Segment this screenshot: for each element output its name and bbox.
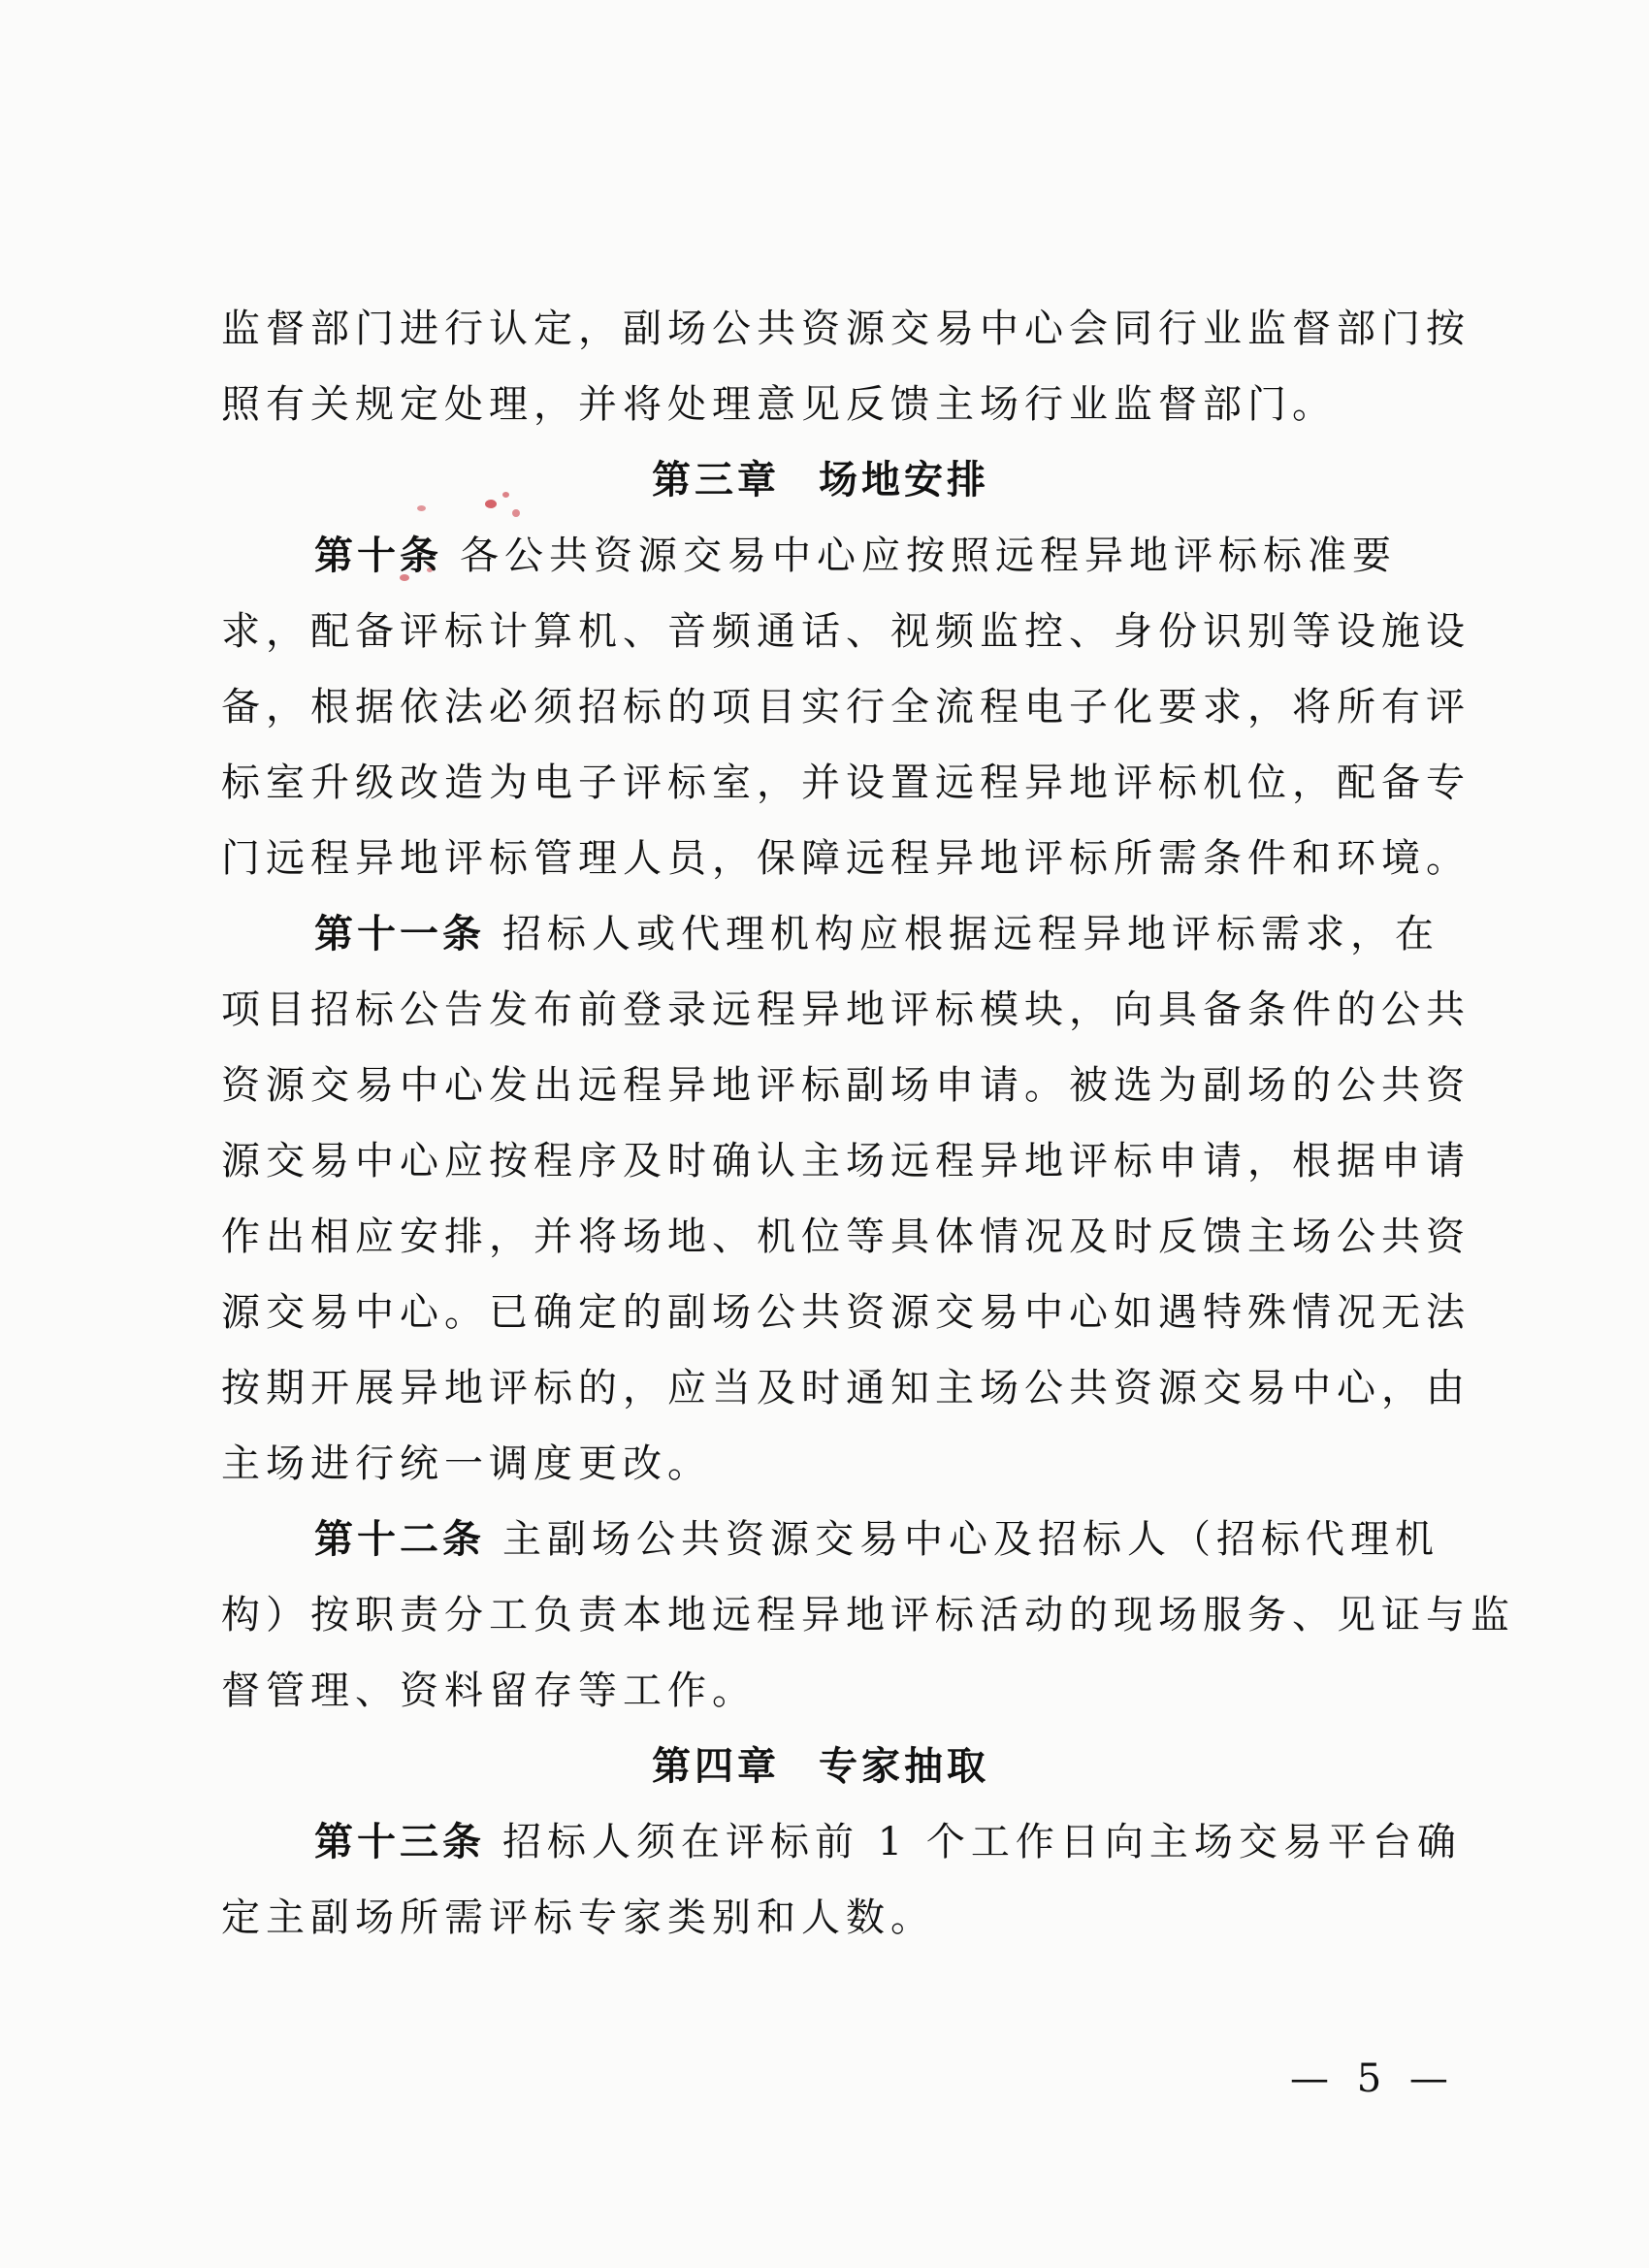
page-number: — 5 — <box>1290 2057 1456 2101</box>
body-line: 作出相应安排，并将场地、机位等具体情况及时反馈主场公共资 <box>221 1215 1471 1259</box>
chapter-number: 第三章 <box>652 458 780 502</box>
article-text: 招标人或代理机构应根据远程异地评标需求，在 <box>502 912 1439 956</box>
body-line: 构）按职责分工负责本地远程异地评标活动的现场服务、见证与监 <box>221 1593 1515 1637</box>
chapter-heading <box>221 442 1420 518</box>
article-first-line <box>221 896 1439 972</box>
article-first-line <box>221 1804 1462 1880</box>
document-body <box>221 291 1515 1956</box>
chapter-number: 第四章 <box>652 1744 780 1789</box>
article-text: 招标人须在评标前 1 个工作日向主场交易平台确 <box>502 1820 1462 1864</box>
article-heading: 第十三条 <box>314 1820 485 1864</box>
body-line: 按期开展异地评标的，应当及时通知主场公共资源交易中心，由 <box>221 1366 1471 1410</box>
body-line: 定主副场所需评标专家类别和人数。 <box>221 1895 935 1940</box>
body-line: 源交易中心。已确定的副场公共资源交易中心如遇特殊情况无法 <box>221 1290 1471 1335</box>
body-line: 备，根据依法必须招标的项目实行全流程电子化要求，将所有评 <box>221 685 1471 729</box>
article-text: 主副场公共资源交易中心及招标人（招标代理机 <box>502 1517 1439 1562</box>
chapter-title: 场地安排 <box>819 458 989 502</box>
body-line: 督管理、资料留存等工作。 <box>221 1669 757 1713</box>
body-line: 源交易中心应按程序及时确认主场远程异地评标申请，根据申请 <box>221 1139 1471 1183</box>
chapter-heading <box>221 1729 1420 1804</box>
body-line: 监督部门进行认定，副场公共资源交易中心会同行业监督部门按 <box>221 307 1471 351</box>
body-line: 主场进行统一调度更改。 <box>221 1442 712 1486</box>
article-heading: 第十二条 <box>314 1517 485 1562</box>
body-line: 资源交易中心发出远程异地评标副场申请。被选为副场的公共资 <box>221 1063 1471 1108</box>
chapter-title: 专家抽取 <box>819 1744 989 1789</box>
article-heading: 第十条 <box>314 534 442 578</box>
article-first-line <box>221 518 1420 594</box>
article-heading: 第十一条 <box>314 912 485 956</box>
body-line: 项目招标公告发布前登录远程异地评标模块，向具备条件的公共 <box>221 988 1471 1032</box>
article-first-line <box>221 1502 1439 1577</box>
body-line: 门远程异地评标管理人员，保障远程异地评标所需条件和环境。 <box>221 836 1471 881</box>
body-line: 求，配备评标计算机、音频通话、视频监控、身份识别等设施设 <box>221 609 1471 654</box>
body-line: 照有关规定处理，并将处理意见反馈主场行业监督部门。 <box>221 382 1337 427</box>
body-line: 标室升级改造为电子评标室，并设置远程异地评标机位，配备专 <box>221 761 1471 805</box>
article-text: 各公共资源交易中心应按照远程异地评标标准要 <box>460 534 1397 578</box>
